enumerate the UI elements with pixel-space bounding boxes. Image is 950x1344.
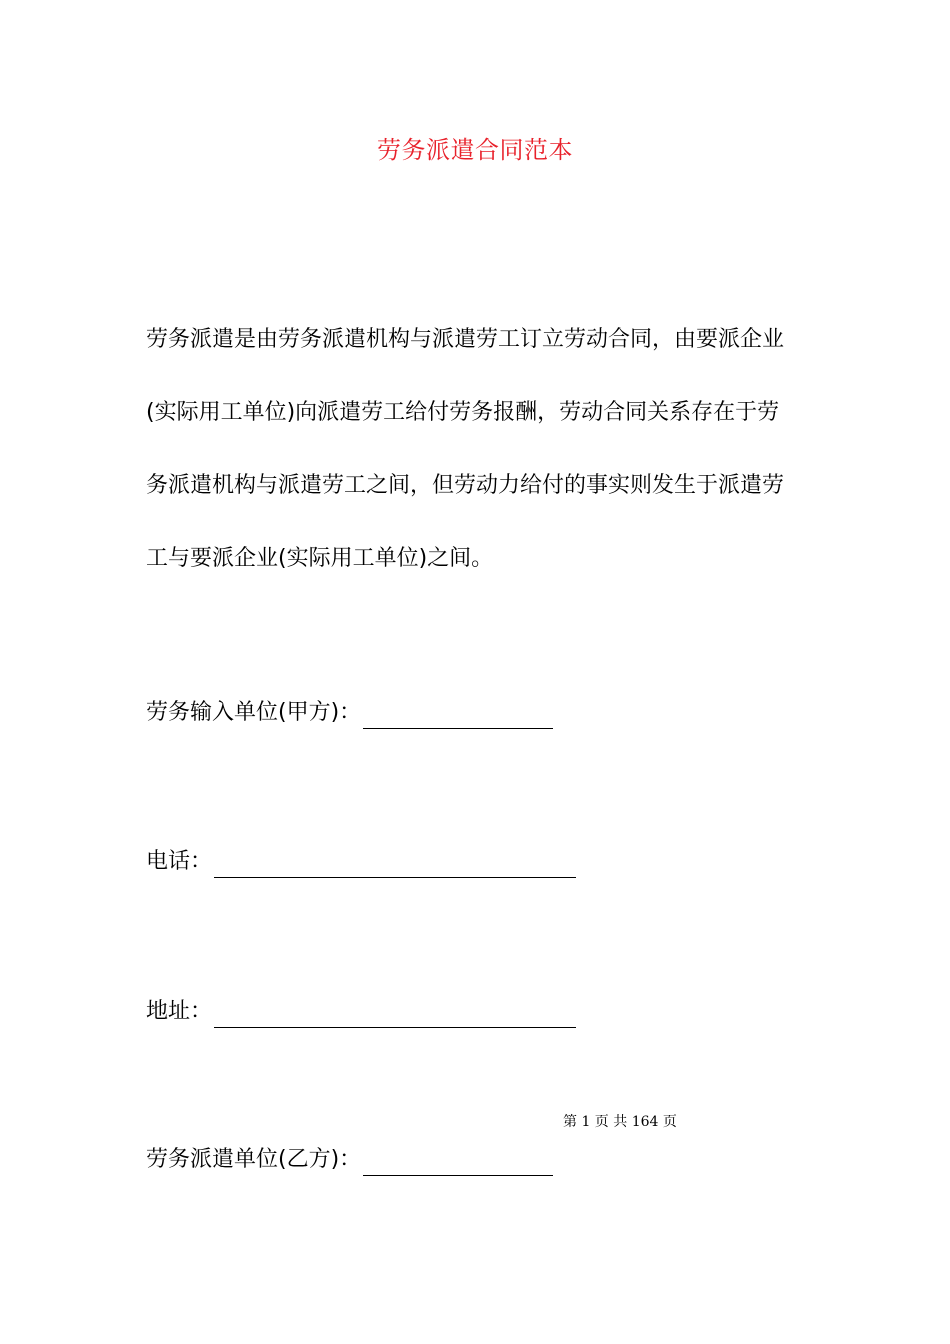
- intro-line: (实际用工单位)向派遣劳工给付劳务报酬，劳动合同关系存在于劳: [146, 400, 780, 425]
- page-number-footer: 第 1 页 共 164 页: [563, 1114, 677, 1130]
- phone-blank-line[interactable]: [214, 851, 576, 878]
- address-blank-line[interactable]: [214, 1001, 576, 1028]
- intro-line: 工与要派企业(实际用工单位)之间。: [146, 546, 494, 571]
- party-a-label: 劳务输入单位(甲方)：: [146, 700, 362, 725]
- party-b-field: [146, 1144, 553, 1176]
- intro-paragraph: [146, 322, 806, 614]
- intro-line: 务派遣机构与派遣劳工之间，但劳动力给付的事实则发生于派遣劳: [146, 473, 785, 498]
- party-a-blank-line[interactable]: [363, 702, 553, 729]
- document-title: 劳务派遣合同范本: [377, 136, 573, 164]
- party-b-blank-line[interactable]: [363, 1149, 553, 1176]
- intro-line: 劳务派遣是由劳务派遣机构与派遣劳工订立劳动合同，由要派企业: [146, 327, 785, 352]
- address-label: 地址：: [146, 999, 213, 1024]
- party-b-label: 劳务派遣单位(乙方)：: [146, 1147, 362, 1172]
- phone-field: [146, 846, 576, 878]
- address-field: [146, 996, 576, 1028]
- party-a-field: [146, 697, 553, 729]
- phone-label: 电话：: [146, 849, 213, 874]
